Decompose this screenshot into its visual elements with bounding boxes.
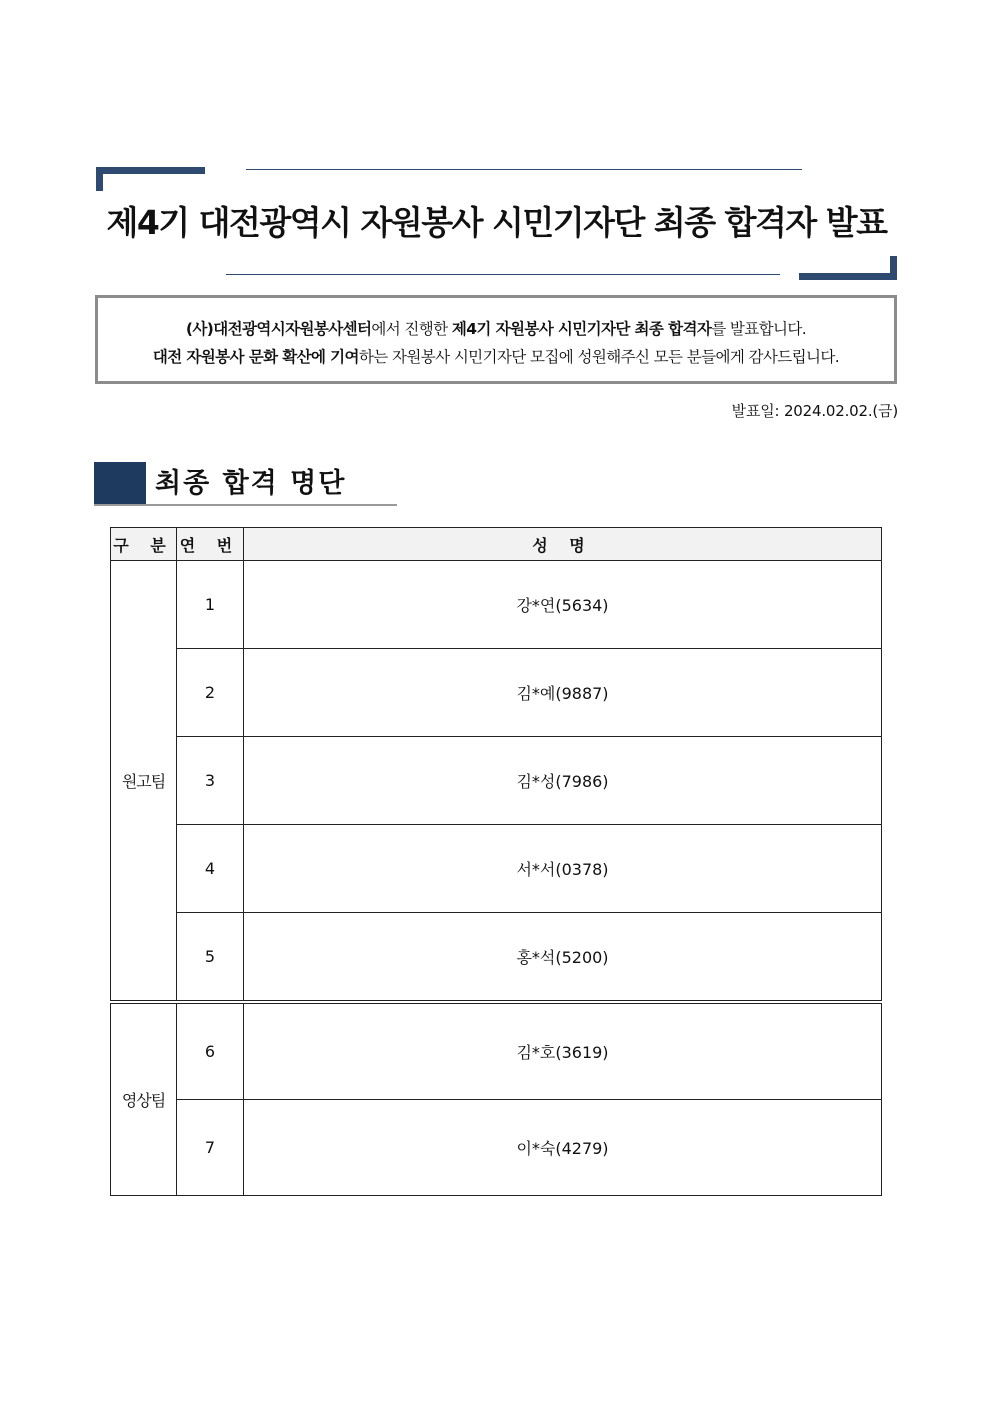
table-row (111, 1100, 882, 1196)
page-title: 제4기 대전광역시 자원봉사 시민기자단 최종 합격자 발표 (106, 203, 887, 242)
header-name: 성 명 (244, 528, 882, 561)
name-cell: 김*성(7986) (244, 737, 882, 825)
serial-cell: 4 (177, 825, 244, 913)
table-row (111, 737, 882, 825)
table-header-row (111, 528, 882, 561)
name-cell: 서*서(0378) (244, 825, 882, 913)
header-category: 구 분 (111, 528, 177, 561)
name-cell: 김*호(3619) (244, 1002, 882, 1100)
group-label: 원고팀 (111, 561, 177, 1003)
title-frame-corner-top-left (96, 167, 205, 174)
title-frame-corner-bottom-right (799, 273, 897, 280)
intro-text: 하는 자원봉사 시민기자단 모집에 성원해주신 모든 분들에게 감사드립니다. (358, 348, 840, 366)
title-top-rule (246, 169, 802, 170)
intro-box (95, 295, 897, 384)
header-serial: 연 번 (177, 528, 244, 561)
roster-table (110, 527, 882, 1196)
serial-cell: 1 (177, 561, 244, 649)
intro-text: 를 발표합니다. (711, 320, 807, 338)
name-cell: 이*숙(4279) (244, 1100, 882, 1196)
group-label: 영상팀 (111, 1002, 177, 1196)
serial-cell: 7 (177, 1100, 244, 1196)
intro-text: 에서 진행한 (371, 320, 452, 338)
announcement-date: 발표일: 2024.02.02.(금) (731, 402, 898, 420)
table-row (111, 913, 882, 1003)
intro-highlight: 제4기 자원봉사 시민기자단 최종 합격자 (451, 320, 712, 338)
name-cell: 홍*석(5200) (244, 913, 882, 1003)
intro-line-2 (98, 343, 894, 371)
intro-org-name: (사)대전광역시자원봉사센터 (185, 320, 372, 338)
name-cell: 강*연(5634) (244, 561, 882, 649)
section-underline (94, 504, 397, 506)
serial-cell: 3 (177, 737, 244, 825)
serial-cell: 6 (177, 1002, 244, 1100)
intro-highlight: 대전 자원봉사 문화 확산에 기여 (152, 348, 359, 366)
intro-line-1 (98, 315, 894, 343)
serial-cell: 5 (177, 913, 244, 1003)
name-cell: 김*예(9887) (244, 649, 882, 737)
table-row (111, 1002, 882, 1100)
table-row (111, 561, 882, 649)
title-frame-corner-top-left-vertical (96, 167, 103, 191)
section-title: 최종 합격 명단 (155, 468, 347, 499)
serial-cell: 2 (177, 649, 244, 737)
table-row (111, 649, 882, 737)
section-marker (94, 462, 146, 505)
table-row (111, 825, 882, 913)
title-bottom-rule (226, 274, 780, 275)
title-frame-corner-bottom-right-vertical (890, 256, 897, 280)
